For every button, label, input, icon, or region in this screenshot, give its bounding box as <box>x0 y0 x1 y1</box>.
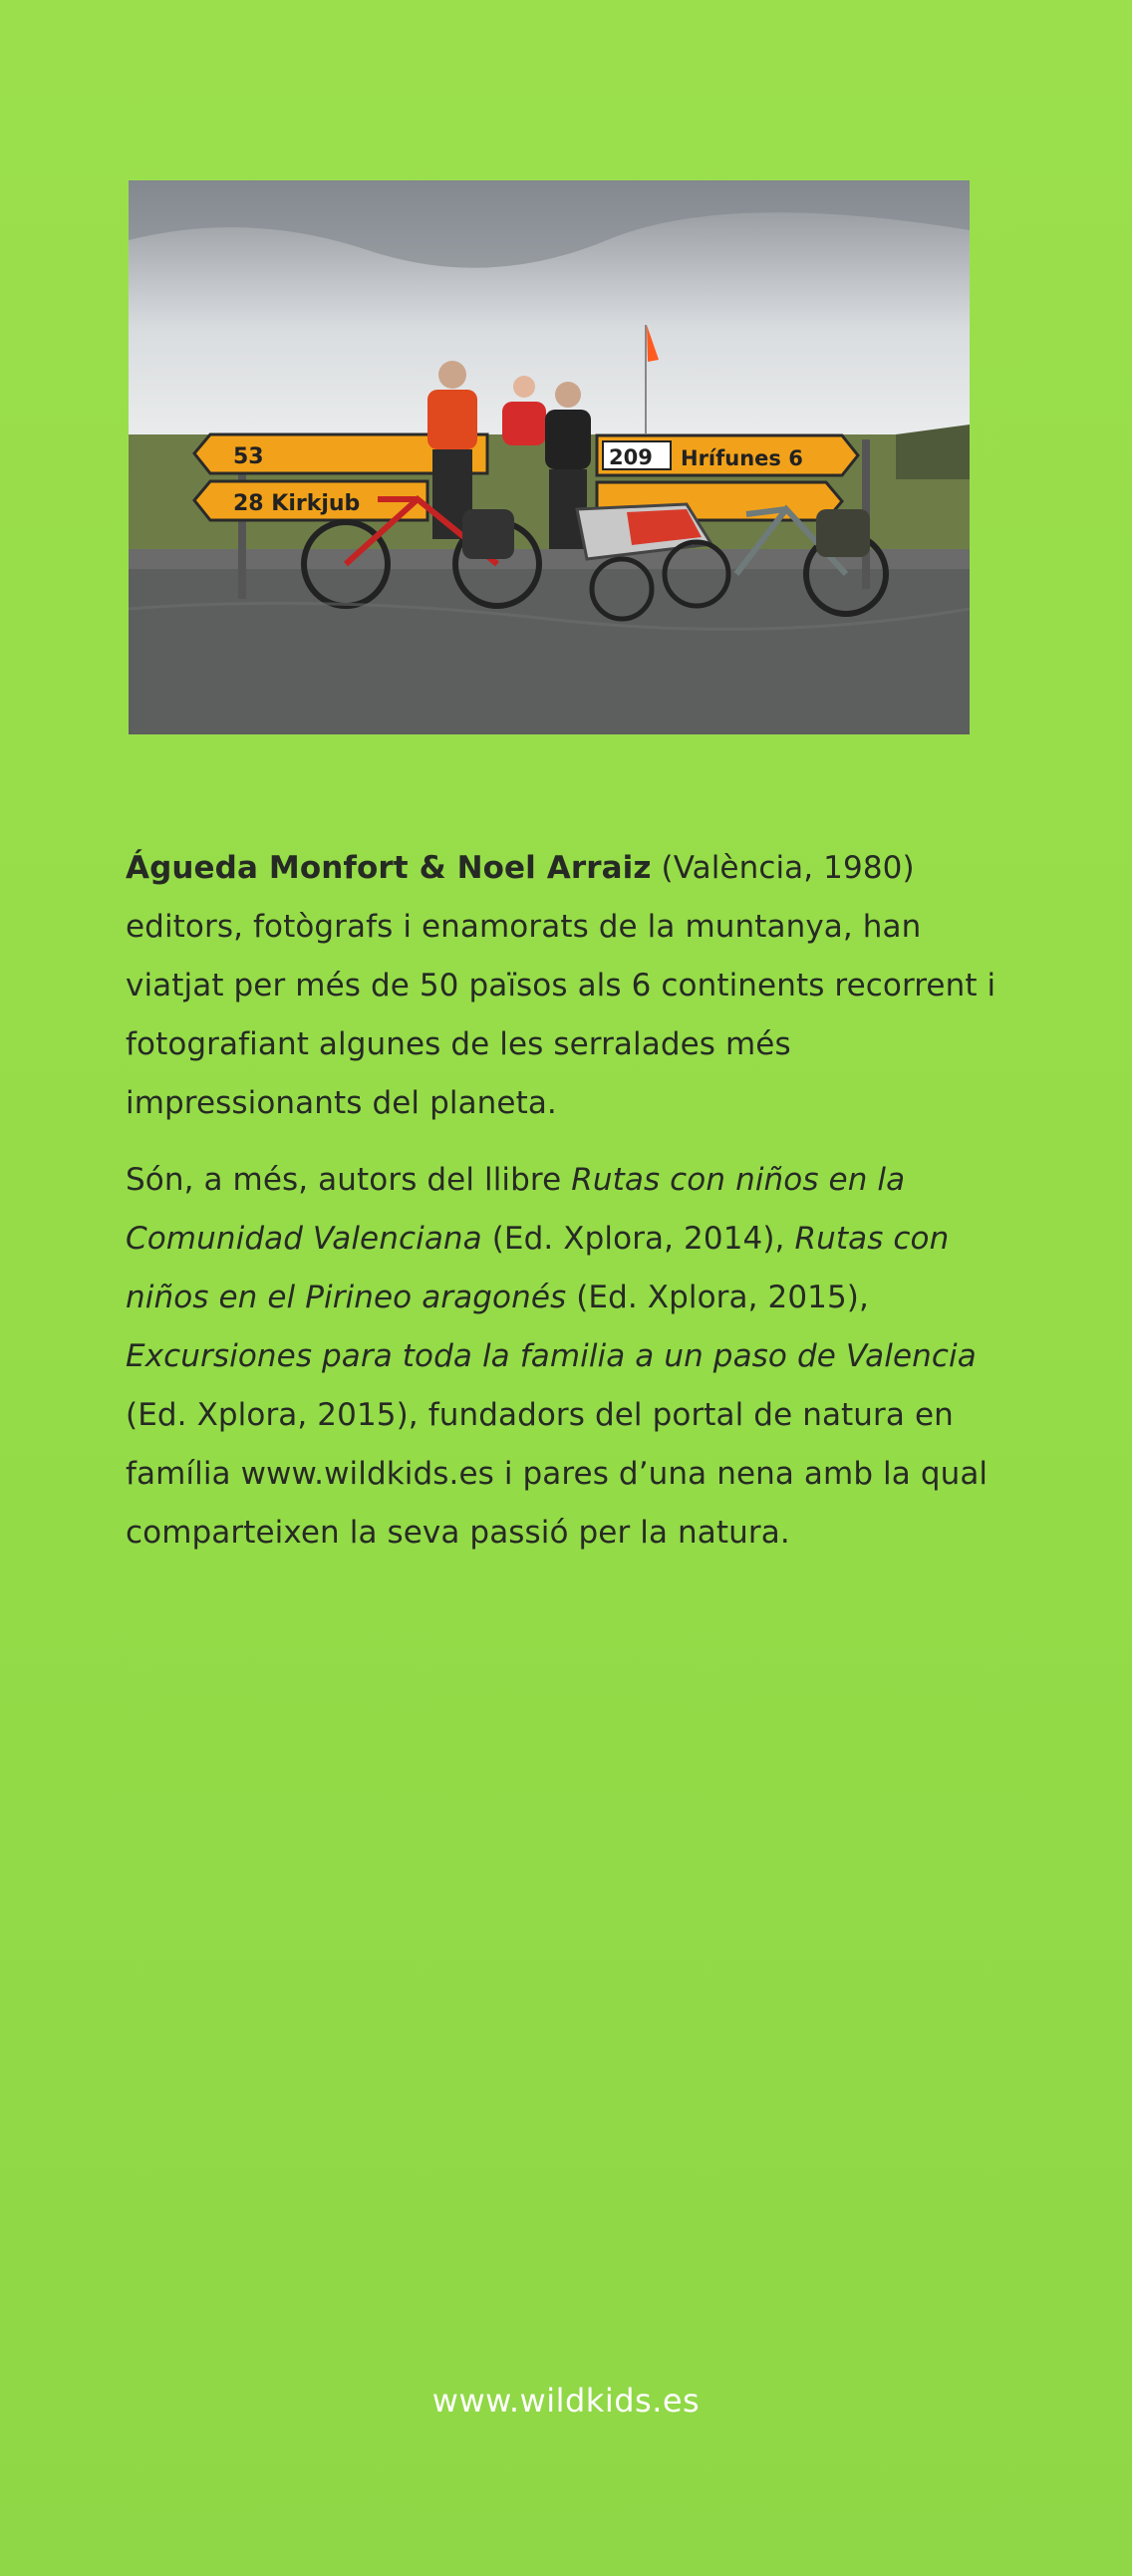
book-title-1: Rutas con niños en la Comunidad Valenciana <box>126 1162 906 1257</box>
bio-p2-pub2: (Ed. Xplora, 2015), <box>566 1280 869 1315</box>
book-title-2: Rutas con niños en el Pirineo aragonés <box>126 1221 950 1315</box>
sign-right-number: 209 <box>609 445 653 469</box>
author-photo <box>129 180 970 734</box>
author-bio <box>126 839 1002 1580</box>
bio-paragraph-2 <box>126 1151 1002 1563</box>
footer-website-link[interactable]: www.wildkids.es <box>431 2382 701 2420</box>
bio-paragraph-1 <box>126 839 1002 1133</box>
bio-p1-text: editors, fotògrafs i enamorats de la muntanya, han viatjat per més de 50 països als 6 continents recorrent i fotografiant algunes de les serralades més impressionants del planeta. <box>126 909 996 1121</box>
sign-left-top-text: 53 <box>233 444 264 469</box>
bio-p2-pub1: (Ed. Xplora, 2014), <box>481 1221 795 1257</box>
author-origin: (València, 1980) <box>651 850 915 886</box>
author-names: Águeda Monfort & Noel Arraiz <box>126 850 652 886</box>
sign-right-text: Hrífunes 6 <box>681 446 803 470</box>
sign-left-bottom-text: 28 Kirkjub <box>233 491 361 516</box>
bio-p2-intro: Són, a més, autors del llibre <box>126 1162 572 1198</box>
book-title-3: Excursiones para toda la familia a un paso de Valencia <box>126 1338 977 1374</box>
bio-p2-rest: (Ed. Xplora, 2015), fundadors del portal de natura en família www.wildkids.es i pares d’una nena amb la qual comparteixen la seva passió per la natura. <box>126 1397 989 1551</box>
